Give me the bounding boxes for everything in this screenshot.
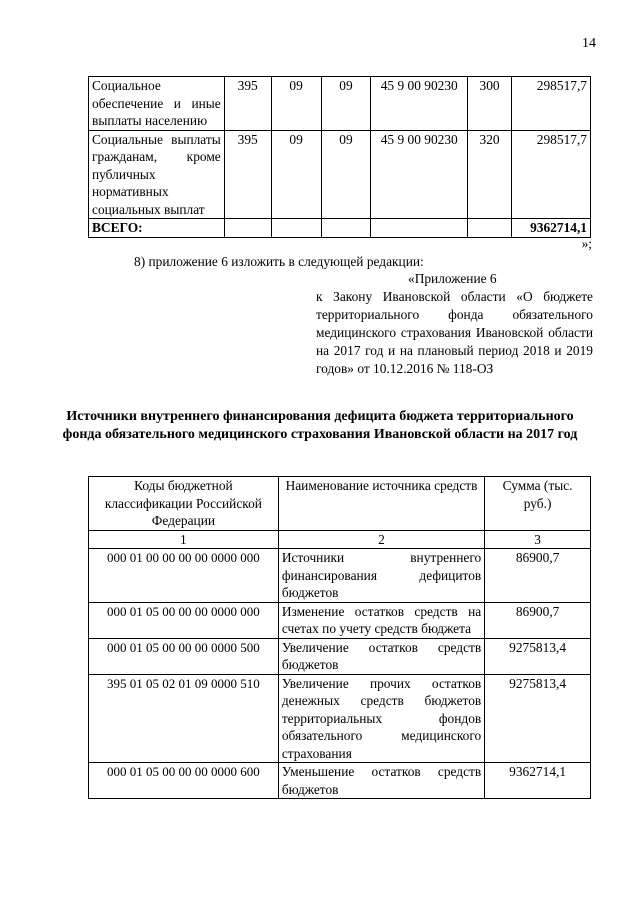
table-row [89, 549, 591, 603]
target-article-code: 45 9 00 90230 [371, 130, 468, 219]
table-row [89, 602, 591, 638]
row-name: Социальное обеспечение и иные выплаты населению [89, 77, 225, 131]
column-number-row [89, 530, 591, 549]
target-article-code: 45 9 00 90230 [371, 77, 468, 131]
grbs-code: 395 [224, 130, 271, 219]
source-sum: 9362714,1 [485, 763, 591, 799]
source-name: Изменение остатков средств на счетах по учету средств бюджета [278, 602, 484, 638]
table-row [89, 674, 591, 763]
budget-code: 000 01 05 00 00 00 0000 600 [89, 763, 279, 799]
source-sum: 86900,7 [485, 602, 591, 638]
source-name: Источники внутреннего финансирования дефицитов бюджетов [278, 549, 484, 603]
source-sum: 9275813,4 [485, 638, 591, 674]
expense-type-code: 300 [468, 77, 512, 131]
budget-code: 000 01 00 00 00 00 0000 000 [89, 549, 279, 603]
section-title: Источники внутреннего финансирования дефицита бюджета территориального фонда обязательного медицинского страхования Ивановской области на 2017 год [62, 409, 578, 442]
table-row [89, 638, 591, 674]
table-row [89, 763, 591, 799]
grbs-code: 395 [224, 77, 271, 131]
total-row [89, 219, 591, 238]
appendix-reference: к Закону Ивановской области «О бюджете территориального фонда обязательного медицинского страхования Ивановской области на 2017 год и на плановый период 2018 и 2019 годов» от 10.12.2016 № 118-ОЗ [316, 289, 593, 376]
row-sum: 298517,7 [512, 77, 591, 131]
total-label: ВСЕГО: [89, 219, 225, 238]
row-name: Социальные выплаты гражданам, кроме публичных нормативных социальных выплат [89, 130, 225, 219]
row-sum: 298517,7 [512, 130, 591, 219]
table-row [89, 77, 591, 131]
closing-quote: »; [581, 236, 592, 251]
appendix-title: «Приложение 6 [408, 271, 497, 286]
expense-type-code: 320 [468, 130, 512, 219]
section-code: 09 [271, 130, 321, 219]
page-number: 14 [582, 36, 596, 51]
expenditure-table-continuation [88, 76, 591, 238]
budget-code: 000 01 05 00 00 00 0000 500 [89, 638, 279, 674]
source-sum: 9275813,4 [485, 674, 591, 763]
total-sum: 9362714,1 [512, 219, 591, 238]
source-name: Уменьшение остатков средств бюджетов [278, 763, 484, 799]
subsection-code: 09 [321, 77, 371, 131]
budget-code: 395 01 05 02 01 09 0000 510 [89, 674, 279, 763]
source-name: Увеличение остатков средств бюджетов [278, 638, 484, 674]
subsection-code: 09 [321, 130, 371, 219]
source-name: Увеличение прочих остатков денежных средств бюджетов территориальных фондов обязательного медицинского страхования [278, 674, 484, 763]
column-number: 1 [89, 530, 279, 549]
header-codes: Коды бюджетной классификации Российской Федерации [89, 477, 279, 531]
source-sum: 86900,7 [485, 549, 591, 603]
item-8-text: 8) приложение 6 изложить в следующей редакции: [134, 254, 424, 269]
table-row [89, 130, 591, 219]
header-row [89, 477, 591, 531]
financing-sources-table [88, 476, 591, 799]
section-code: 09 [271, 77, 321, 131]
header-source-name: Наименование источника средств [278, 477, 484, 531]
budget-code: 000 01 05 00 00 00 0000 000 [89, 602, 279, 638]
column-number: 3 [485, 530, 591, 549]
header-sum: Сумма (тыс. руб.) [485, 477, 591, 531]
appendix-heading [316, 270, 593, 378]
column-number: 2 [278, 530, 484, 549]
